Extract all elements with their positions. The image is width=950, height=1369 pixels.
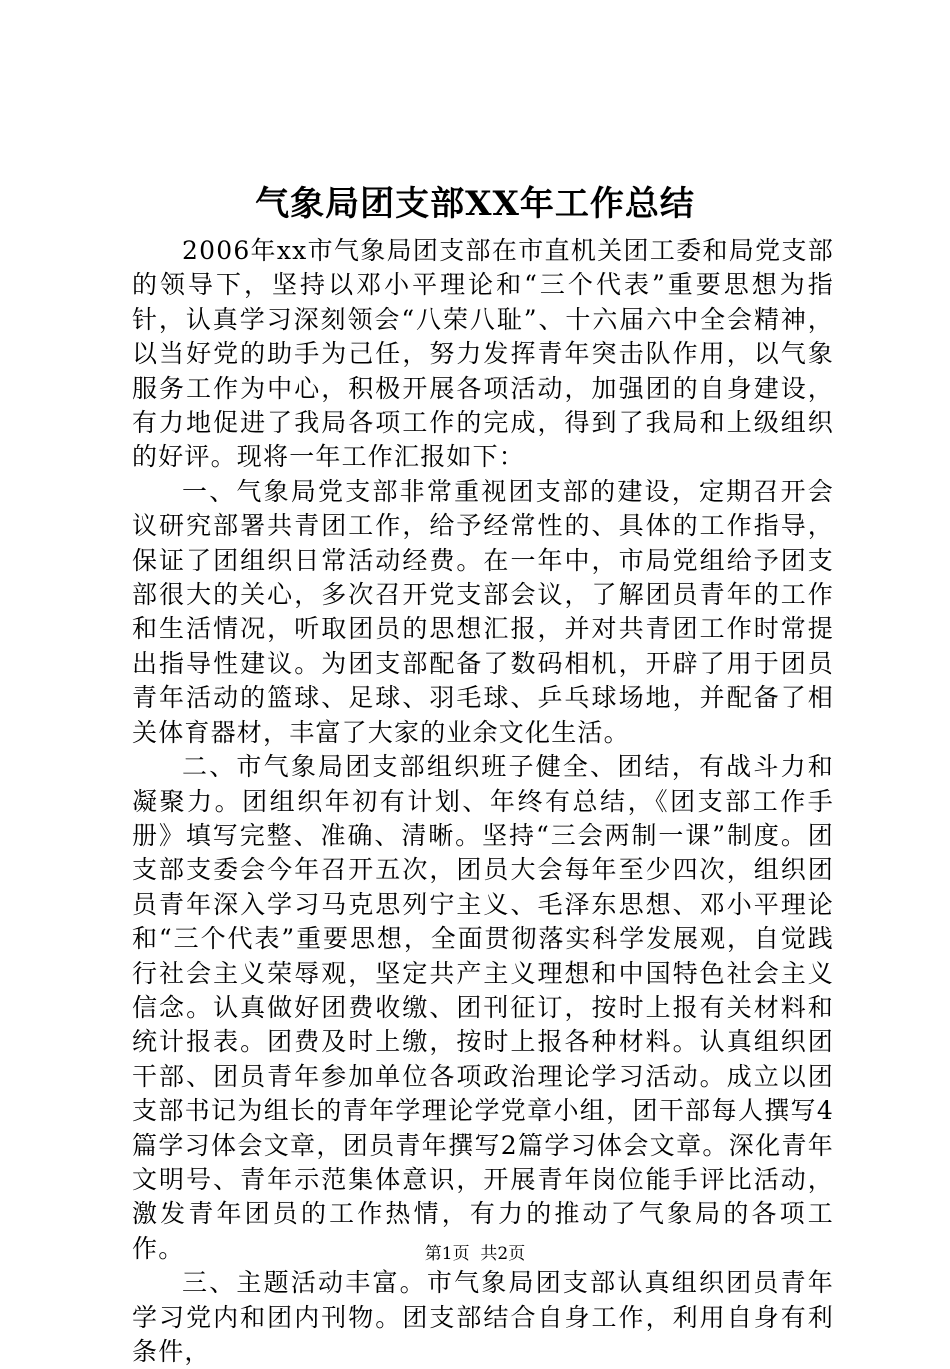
paragraph-section-3: 三、主题活动丰富。市气象局团支部认真组织团员青年学习党内和团内刊物。团支部结合自身工作，利用自身有利条件， bbox=[132, 1268, 834, 1366]
paragraph-intro: 2006年xx市气象局团支部在市直机关团工委和局党支部的领导下，坚持以邓小平理论和“三个代表”重要思想为指针，认真学习深刻领会“八荣八耻”、十六届六中全会精神，以当好党的助手为己任，努力发挥青年突击队作用，以气象服务工作为中心，积极开展各项活动，加强团的自身建设，有力地促进了我局各项工作的完成，得到了我局和上级组织的好评。现将一年工作汇报如下： bbox=[132, 236, 834, 472]
paragraph-section-1: 一、气象局党支部非常重视团支部的建设，定期召开会议研究部署共青团工作，给予经常性的、具体的工作指导，保证了团组织日常活动经费。在一年中，市局党组给予团支部很大的关心，多次召开党支部会议，了解团员青年的工作和生活情况，听取团员的思想汇报，并对共青团工作时常提出指导性建议。为团支部配备了数码相机，开辟了用于团员青年活动的篮球、足球、羽毛球、乒乓球场地，并配备了相关体育器材，丰富了大家的业余文化生活。 bbox=[132, 476, 834, 747]
paragraph-section-2: 二、市气象局团支部组织班子健全、团结，有战斗力和凝聚力。团组织年初有计划、年终有总结，《团支部工作手册》填写完整、准确、清晰。坚持“三会两制一课”制度。团支部支委会今年召开五次，团员大会每年至少四次，组织团员青年深入学习马克思列宁主义、毛泽东思想、邓小平理论和“三个代表”重要思想，全面贯彻落实科学发展观，自觉践行社会主义荣辱观，坚定共产主义理想和中国特色社会主义信念。认真做好团费收缴、团刊征订，按时上报有关材料和统计报表。团费及时上缴，按时上报各种材料。认真组织团干部、团员青年参加单位各项政治理论学习活动。成立以团支部书记为组长的青年学理论学党章小组，团干部每人撰写4篇学习体会文章，团员青年撰写2篇学习体会文章。深化青年文明号、青年示范集体意识，开展青年岗位能手评比活动，激发青年团员的工作热情，有力的推动了气象局的各项工作。 bbox=[132, 752, 834, 1263]
page-total: 共2页 bbox=[480, 1244, 526, 1264]
document-title: 气象局团支部XX年工作总结 bbox=[255, 184, 695, 224]
document-body bbox=[132, 234, 834, 1369]
page-number: 第1页 bbox=[424, 1244, 470, 1264]
page-footer bbox=[0, 1242, 950, 1266]
